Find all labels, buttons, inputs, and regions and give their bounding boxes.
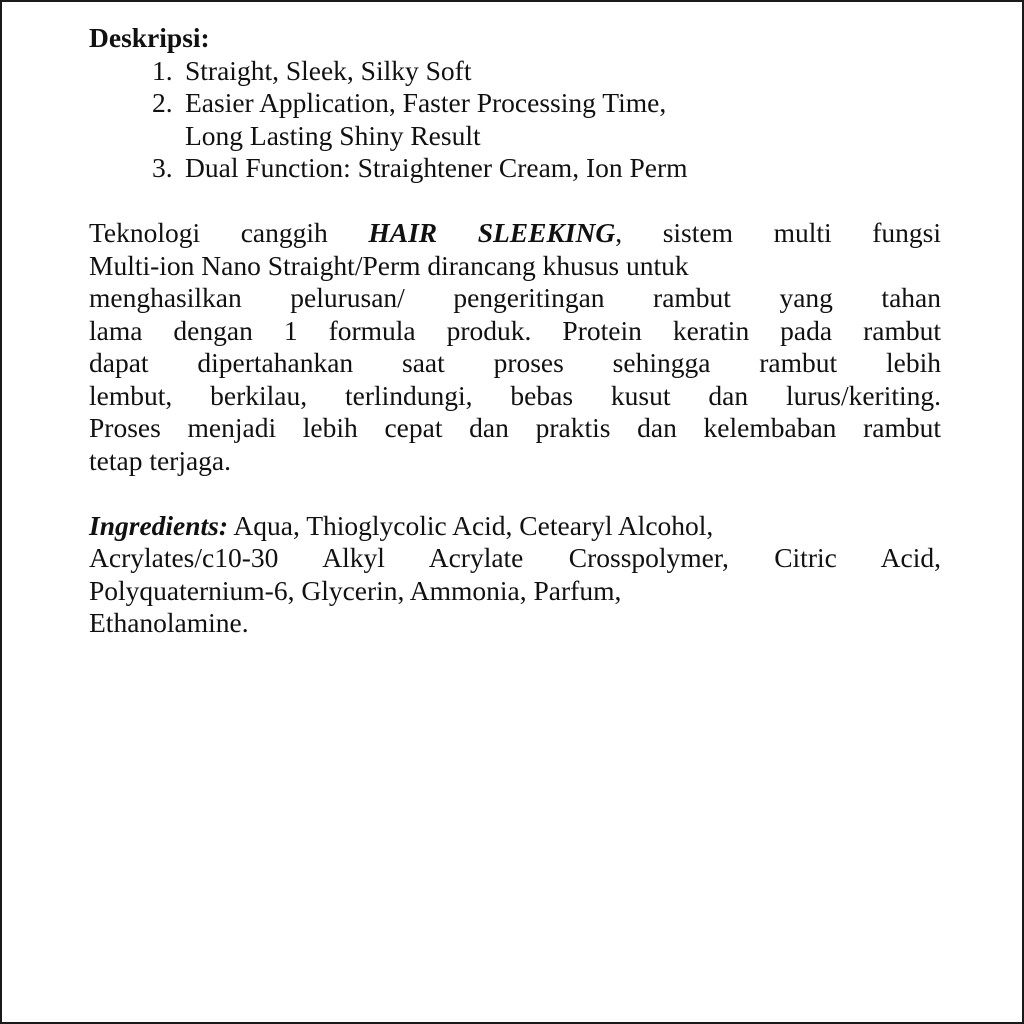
list-item-text: Dual Function: Straightener Cream, Ion Perm (185, 152, 688, 183)
list-item-text: Easier Application, Faster Processing Time, (185, 87, 667, 118)
paragraph-line (89, 217, 941, 250)
list-item (89, 152, 941, 185)
paragraph-line: Polyquaternium-6, Glycerin, Ammonia, Parfum, (89, 574, 622, 606)
list-item (89, 87, 941, 152)
spacer (89, 185, 941, 218)
paragraph-line: Ethanolamine. (89, 607, 249, 638)
list-item (89, 55, 941, 88)
text-run: Teknologi canggih (89, 217, 369, 248)
paragraph-line: lembut, berkilau, terlindungi, bebas kusut dan lurus/keriting. (89, 379, 941, 411)
list-item-text-continued: Long Lasting Shiny Result (185, 119, 481, 151)
paragraph-line: menghasilkan pelurusan/ pengeritingan rambut yang tahan (89, 282, 941, 313)
paragraph-line: Proses menjadi lebih cepat dan praktis dan kelembaban rambut (89, 412, 941, 443)
teknologi-paragraph (89, 217, 941, 477)
list-item-number: 1. (152, 54, 173, 86)
ingredients-paragraph (89, 510, 941, 640)
paragraph-line: lama dengan 1 formula produk. Protein keratin pada rambut (89, 314, 941, 346)
description-document (89, 22, 941, 640)
list-item-number: 2. (152, 87, 173, 118)
paragraph-line: Multi-ion Nano Straight/Perm dirancang khusus untuk (89, 249, 689, 281)
text-run: , sistem multi fungsi (615, 217, 941, 248)
spacer (89, 477, 941, 510)
ingredients-label: Ingredients: (89, 509, 229, 541)
paragraph-line: Acrylates/c10-30 Alkyl Acrylate Crosspolymer, Citric Acid, (89, 542, 941, 573)
list-item-text: Straight, Sleek, Silky Soft (185, 54, 472, 86)
list-item-number: 3. (152, 152, 173, 183)
brand-name: HAIR SLEEKING (368, 217, 616, 248)
deskripsi-list (89, 55, 941, 185)
paragraph-line: dapat dipertahankan saat proses sehingga rambut lebih (89, 347, 941, 378)
deskripsi-heading: Deskripsi: (89, 22, 210, 53)
paragraph-line: tetap terjaga. (89, 444, 231, 476)
paragraph-line (89, 510, 941, 543)
text-run: Aqua, Thioglycolic Acid, Cetearyl Alcohol, (228, 509, 714, 541)
